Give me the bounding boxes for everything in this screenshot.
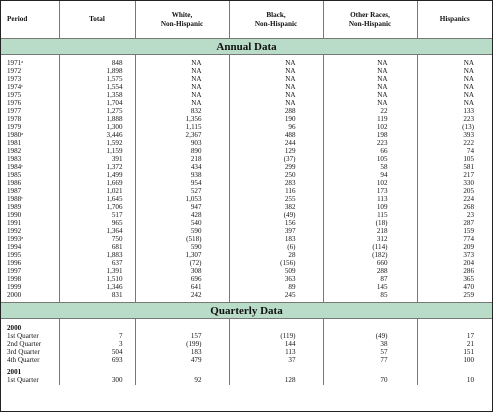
other-races-non-hispanic-cell: 218 (323, 228, 417, 236)
total-cell: 7 (59, 333, 135, 341)
annual-row (1, 244, 492, 252)
total-cell: 517 (59, 212, 135, 220)
total-cell: 1,669 (59, 180, 135, 188)
other-races-non-hispanic-cell: 85 (323, 292, 417, 303)
other-races-non-hispanic-cell (323, 319, 417, 334)
hispanics-cell: 365 (417, 276, 492, 284)
black-non-hispanic-cell: NA (229, 100, 323, 108)
white-non-hispanic-cell: 641 (135, 284, 229, 292)
hispanics-cell: 74 (417, 148, 492, 156)
period-cell: 1979 (7, 123, 22, 132)
black-non-hispanic-cell: 244 (229, 140, 323, 148)
total-cell: 300 (59, 377, 135, 385)
black-non-hispanic-cell: 245 (229, 292, 323, 303)
other-races-non-hispanic-cell: 77 (323, 357, 417, 365)
period-cell: 3rd Quarter (7, 348, 40, 357)
total-cell: 1,898 (59, 68, 135, 76)
period-cell: 1972 (7, 67, 22, 76)
column-header-period: Period (7, 15, 28, 24)
column-header-white-non-hispanic: White, Non-Hispanic (135, 1, 229, 39)
black-non-hispanic-cell (229, 319, 323, 334)
hispanics-cell: NA (417, 84, 492, 92)
quarterly-row (1, 377, 492, 385)
other-races-non-hispanic-cell: (114) (323, 244, 417, 252)
other-races-non-hispanic-cell: 102 (323, 180, 417, 188)
hispanics-cell: NA (417, 92, 492, 100)
quarterly-section-header (1, 303, 492, 319)
hispanics-cell: 204 (417, 260, 492, 268)
period-cell: 2000 (7, 324, 22, 333)
total-cell: 1,645 (59, 196, 135, 204)
black-non-hispanic-cell: (37) (229, 156, 323, 164)
other-races-non-hispanic-cell: NA (323, 84, 417, 92)
hispanics-cell: 205 (417, 188, 492, 196)
black-non-hispanic-cell: 250 (229, 172, 323, 180)
white-non-hispanic-cell: 696 (135, 276, 229, 284)
white-non-hispanic-cell: NA (135, 100, 229, 108)
annual-row (1, 92, 492, 100)
period-cell: 1st Quarter (7, 332, 39, 341)
white-non-hispanic-cell: 92 (135, 377, 229, 385)
hispanics-cell (417, 319, 492, 334)
hispanics-cell: 17 (417, 333, 492, 341)
period-cell: 1991 (7, 219, 22, 228)
annual-row (1, 268, 492, 276)
hispanics-cell: 222 (417, 140, 492, 148)
black-non-hispanic-cell: 28 (229, 252, 323, 260)
white-non-hispanic-cell (135, 365, 229, 377)
period-cell: 1985 (7, 171, 22, 180)
other-races-non-hispanic-cell: 198 (323, 132, 417, 140)
other-races-non-hispanic-cell: NA (323, 76, 417, 84)
black-non-hispanic-cell: NA (229, 68, 323, 76)
quarterly-data-body (1, 319, 492, 386)
annual-row (1, 108, 492, 116)
period-cell: 1992 (7, 227, 22, 236)
other-races-non-hispanic-cell: 94 (323, 172, 417, 180)
period-cell: 1989 (7, 203, 22, 212)
annual-row (1, 228, 492, 236)
hispanics-cell: 373 (417, 252, 492, 260)
black-non-hispanic-cell: 129 (229, 148, 323, 156)
hispanics-cell: 268 (417, 204, 492, 212)
annual-row (1, 68, 492, 76)
hispanics-cell: NA (417, 100, 492, 108)
period-cell: 1999 (7, 283, 22, 292)
black-non-hispanic-cell: 183 (229, 236, 323, 244)
white-non-hispanic-cell: 832 (135, 108, 229, 116)
hispanics-cell: 330 (417, 180, 492, 188)
hispanics-cell: 223 (417, 116, 492, 124)
other-races-non-hispanic-cell: 145 (323, 284, 417, 292)
total-cell: 1,300 (59, 124, 135, 132)
total-cell: 1,592 (59, 140, 135, 148)
hispanics-cell: 774 (417, 236, 492, 244)
white-non-hispanic-cell: 903 (135, 140, 229, 148)
annual-row (1, 172, 492, 180)
quarterly-row (1, 319, 492, 334)
other-races-non-hispanic-cell: (18) (323, 220, 417, 228)
quarterly-row (1, 365, 492, 377)
black-non-hispanic-cell: 255 (229, 196, 323, 204)
hispanics-cell: 287 (417, 220, 492, 228)
other-races-non-hispanic-cell (323, 365, 417, 377)
hispanics-cell (417, 365, 492, 377)
hispanics-cell: 224 (417, 196, 492, 204)
annual-row (1, 164, 492, 172)
hispanics-cell: 133 (417, 108, 492, 116)
column-header-other-races-non-hispanic: Other Races, Non-Hispanic (323, 1, 417, 39)
black-non-hispanic-cell: (156) (229, 260, 323, 268)
total-cell: 831 (59, 292, 135, 303)
period-cell: 4th Quarter (7, 356, 40, 365)
period-cell: 1975 (7, 91, 22, 100)
other-races-non-hispanic-cell: 57 (323, 349, 417, 357)
white-non-hispanic-cell: 434 (135, 164, 229, 172)
white-non-hispanic-cell: NA (135, 84, 229, 92)
annual-row (1, 55, 492, 69)
total-cell: 750 (59, 236, 135, 244)
total-cell: 681 (59, 244, 135, 252)
white-non-hispanic-cell: 1,307 (135, 252, 229, 260)
other-races-non-hispanic-cell: NA (323, 68, 417, 76)
quarterly-section-title: Quarterly Data (1, 303, 492, 319)
black-non-hispanic-cell: 156 (229, 220, 323, 228)
period-cell: 2nd Quarter (7, 340, 42, 349)
total-cell (59, 319, 135, 334)
quarterly-row (1, 333, 492, 341)
period-cell: 1988ᶜ (7, 195, 24, 204)
black-non-hispanic-cell: 488 (229, 132, 323, 140)
total-cell: 1,346 (59, 284, 135, 292)
hispanics-cell: 286 (417, 268, 492, 276)
hispanics-cell: 581 (417, 164, 492, 172)
hispanics-cell: 259 (417, 292, 492, 303)
hispanics-cell: 100 (417, 357, 492, 365)
annual-row (1, 140, 492, 148)
annual-section-title: Annual Data (1, 39, 492, 55)
black-non-hispanic-cell: 382 (229, 204, 323, 212)
black-non-hispanic-cell: 116 (229, 188, 323, 196)
white-non-hispanic-cell: 479 (135, 357, 229, 365)
black-non-hispanic-cell: 283 (229, 180, 323, 188)
white-non-hispanic-cell: 308 (135, 268, 229, 276)
white-non-hispanic-cell: (199) (135, 341, 229, 349)
white-non-hispanic-cell: 1,053 (135, 196, 229, 204)
other-races-non-hispanic-cell: 58 (323, 164, 417, 172)
period-cell: 1986 (7, 179, 22, 188)
white-non-hispanic-cell: 242 (135, 292, 229, 303)
households-data-table (1, 1, 492, 385)
hispanics-cell: 209 (417, 244, 492, 252)
white-non-hispanic-cell: 954 (135, 180, 229, 188)
other-races-non-hispanic-cell: 119 (323, 116, 417, 124)
hispanics-cell: 151 (417, 349, 492, 357)
white-non-hispanic-cell: 590 (135, 228, 229, 236)
white-non-hispanic-cell: NA (135, 68, 229, 76)
annual-row (1, 284, 492, 292)
annual-row (1, 116, 492, 124)
black-non-hispanic-cell: 509 (229, 268, 323, 276)
total-cell: 1,358 (59, 92, 135, 100)
other-races-non-hispanic-cell: 173 (323, 188, 417, 196)
black-non-hispanic-cell: 144 (229, 341, 323, 349)
annual-row (1, 100, 492, 108)
white-non-hispanic-cell: 938 (135, 172, 229, 180)
total-cell: 504 (59, 349, 135, 357)
black-non-hispanic-cell: 96 (229, 124, 323, 132)
white-non-hispanic-cell: NA (135, 76, 229, 84)
annual-row (1, 180, 492, 188)
header-row (1, 1, 492, 39)
black-non-hispanic-cell: (6) (229, 244, 323, 252)
annual-row (1, 132, 492, 140)
annual-row (1, 292, 492, 303)
annual-data-body (1, 55, 492, 303)
other-races-non-hispanic-cell: 70 (323, 377, 417, 385)
black-non-hispanic-cell: 397 (229, 228, 323, 236)
total-cell: 1,499 (59, 172, 135, 180)
annual-row (1, 204, 492, 212)
total-cell: 1,021 (59, 188, 135, 196)
annual-row (1, 260, 492, 268)
other-races-non-hispanic-cell: 660 (323, 260, 417, 268)
period-cell: 2001 (7, 368, 22, 377)
hispanics-cell: 159 (417, 228, 492, 236)
annual-row (1, 188, 492, 196)
other-races-non-hispanic-cell: NA (323, 55, 417, 69)
period-cell: 1993ᵃ (7, 235, 24, 244)
black-non-hispanic-cell: NA (229, 76, 323, 84)
period-cell: 1997 (7, 267, 22, 276)
column-header-total: Total (59, 1, 135, 39)
annual-row (1, 76, 492, 84)
hispanics-cell: 393 (417, 132, 492, 140)
white-non-hispanic-cell: 947 (135, 204, 229, 212)
total-cell: 1,364 (59, 228, 135, 236)
annual-row (1, 196, 492, 204)
quarterly-row (1, 341, 492, 349)
hispanics-cell: NA (417, 55, 492, 69)
period-cell: 1974ᶜ (7, 83, 24, 92)
period-cell: 1995 (7, 251, 22, 260)
other-races-non-hispanic-cell: 66 (323, 148, 417, 156)
annual-section-header (1, 39, 492, 55)
other-races-non-hispanic-cell: 109 (323, 204, 417, 212)
total-cell: 1,372 (59, 164, 135, 172)
black-non-hispanic-cell (229, 365, 323, 377)
black-non-hispanic-cell: 288 (229, 108, 323, 116)
white-non-hispanic-cell: 890 (135, 148, 229, 156)
black-non-hispanic-cell: 37 (229, 357, 323, 365)
white-non-hispanic-cell: 540 (135, 220, 229, 228)
period-cell: 1977 (7, 107, 22, 116)
black-non-hispanic-cell: 89 (229, 284, 323, 292)
period-cell: 1982 (7, 147, 22, 156)
hispanics-cell: 10 (417, 377, 492, 385)
white-non-hispanic-cell: 218 (135, 156, 229, 164)
total-cell (59, 365, 135, 377)
period-cell: 1998 (7, 275, 22, 284)
hispanics-cell: (13) (417, 124, 492, 132)
other-races-non-hispanic-cell: 288 (323, 268, 417, 276)
white-non-hispanic-cell (135, 319, 229, 334)
period-cell: 2000 (7, 291, 22, 300)
hispanics-cell: NA (417, 76, 492, 84)
annual-row (1, 84, 492, 92)
total-cell: 693 (59, 357, 135, 365)
other-races-non-hispanic-cell: NA (323, 100, 417, 108)
black-non-hispanic-cell: 113 (229, 349, 323, 357)
period-cell: 1973 (7, 75, 22, 84)
other-races-non-hispanic-cell: 22 (323, 108, 417, 116)
white-non-hispanic-cell: 183 (135, 349, 229, 357)
other-races-non-hispanic-cell: 87 (323, 276, 417, 284)
white-non-hispanic-cell: 1,356 (135, 116, 229, 124)
white-non-hispanic-cell: 527 (135, 188, 229, 196)
annual-row (1, 212, 492, 220)
quarterly-row (1, 357, 492, 365)
black-non-hispanic-cell: (119) (229, 333, 323, 341)
white-non-hispanic-cell: 2,367 (135, 132, 229, 140)
other-races-non-hispanic-cell: 312 (323, 236, 417, 244)
annual-row (1, 124, 492, 132)
white-non-hispanic-cell: 590 (135, 244, 229, 252)
total-cell: 965 (59, 220, 135, 228)
total-cell: 3 (59, 341, 135, 349)
other-races-non-hispanic-cell: 115 (323, 212, 417, 220)
period-cell: 1981 (7, 139, 22, 148)
period-cell: 1994 (7, 243, 22, 252)
quarterly-row (1, 349, 492, 357)
white-non-hispanic-cell: NA (135, 55, 229, 69)
hispanics-cell: 21 (417, 341, 492, 349)
annual-row (1, 236, 492, 244)
period-cell: 1996 (7, 259, 22, 268)
other-races-non-hispanic-cell: 105 (323, 156, 417, 164)
other-races-non-hispanic-cell: (182) (323, 252, 417, 260)
period-cell: 1990 (7, 211, 22, 220)
other-races-non-hispanic-cell: 223 (323, 140, 417, 148)
column-header-black-non-hispanic: Black, Non-Hispanic (229, 1, 323, 39)
period-cell: 1984ᶜ (7, 163, 24, 172)
annual-row (1, 252, 492, 260)
column-header-hispanics: Hispanics (417, 1, 492, 39)
black-non-hispanic-cell: NA (229, 55, 323, 69)
black-non-hispanic-cell: NA (229, 84, 323, 92)
other-races-non-hispanic-cell: 102 (323, 124, 417, 132)
total-cell: 1,888 (59, 116, 135, 124)
other-races-non-hispanic-cell: 38 (323, 341, 417, 349)
white-non-hispanic-cell: 157 (135, 333, 229, 341)
total-cell: 1,510 (59, 276, 135, 284)
hispanics-cell: 470 (417, 284, 492, 292)
hispanics-cell: 105 (417, 156, 492, 164)
other-races-non-hispanic-cell: NA (323, 92, 417, 100)
hispanics-cell: NA (417, 68, 492, 76)
total-cell: 3,446 (59, 132, 135, 140)
period-cell: 1987 (7, 187, 22, 196)
black-non-hispanic-cell: 128 (229, 377, 323, 385)
total-cell: 1,275 (59, 108, 135, 116)
white-non-hispanic-cell: NA (135, 92, 229, 100)
hispanics-cell: 217 (417, 172, 492, 180)
white-non-hispanic-cell: (518) (135, 236, 229, 244)
total-cell: 637 (59, 260, 135, 268)
period-cell: 1971ᵃ (7, 59, 24, 68)
black-non-hispanic-cell: (49) (229, 212, 323, 220)
annual-row (1, 276, 492, 284)
total-cell: 1,704 (59, 100, 135, 108)
black-non-hispanic-cell: 363 (229, 276, 323, 284)
total-cell: 1,159 (59, 148, 135, 156)
black-non-hispanic-cell: 299 (229, 164, 323, 172)
annual-row (1, 156, 492, 164)
period-cell: 1st Quarter (7, 376, 39, 385)
black-non-hispanic-cell: NA (229, 92, 323, 100)
total-cell: 1,554 (59, 84, 135, 92)
period-cell: 1976 (7, 99, 22, 108)
hispanics-cell: 23 (417, 212, 492, 220)
annual-row (1, 220, 492, 228)
total-cell: 1,706 (59, 204, 135, 212)
other-races-non-hispanic-cell: (49) (323, 333, 417, 341)
annual-row (1, 148, 492, 156)
period-cell: 1980ᵃ (7, 131, 24, 140)
total-cell: 1,883 (59, 252, 135, 260)
other-races-non-hispanic-cell: 113 (323, 196, 417, 204)
total-cell: 848 (59, 55, 135, 69)
total-cell: 1,391 (59, 268, 135, 276)
white-non-hispanic-cell: 1,115 (135, 124, 229, 132)
total-cell: 391 (59, 156, 135, 164)
black-non-hispanic-cell: 190 (229, 116, 323, 124)
period-cell: 1983 (7, 155, 22, 164)
white-non-hispanic-cell: 428 (135, 212, 229, 220)
total-cell: 1,575 (59, 76, 135, 84)
period-cell: 1978 (7, 115, 22, 124)
white-non-hispanic-cell: (72) (135, 260, 229, 268)
